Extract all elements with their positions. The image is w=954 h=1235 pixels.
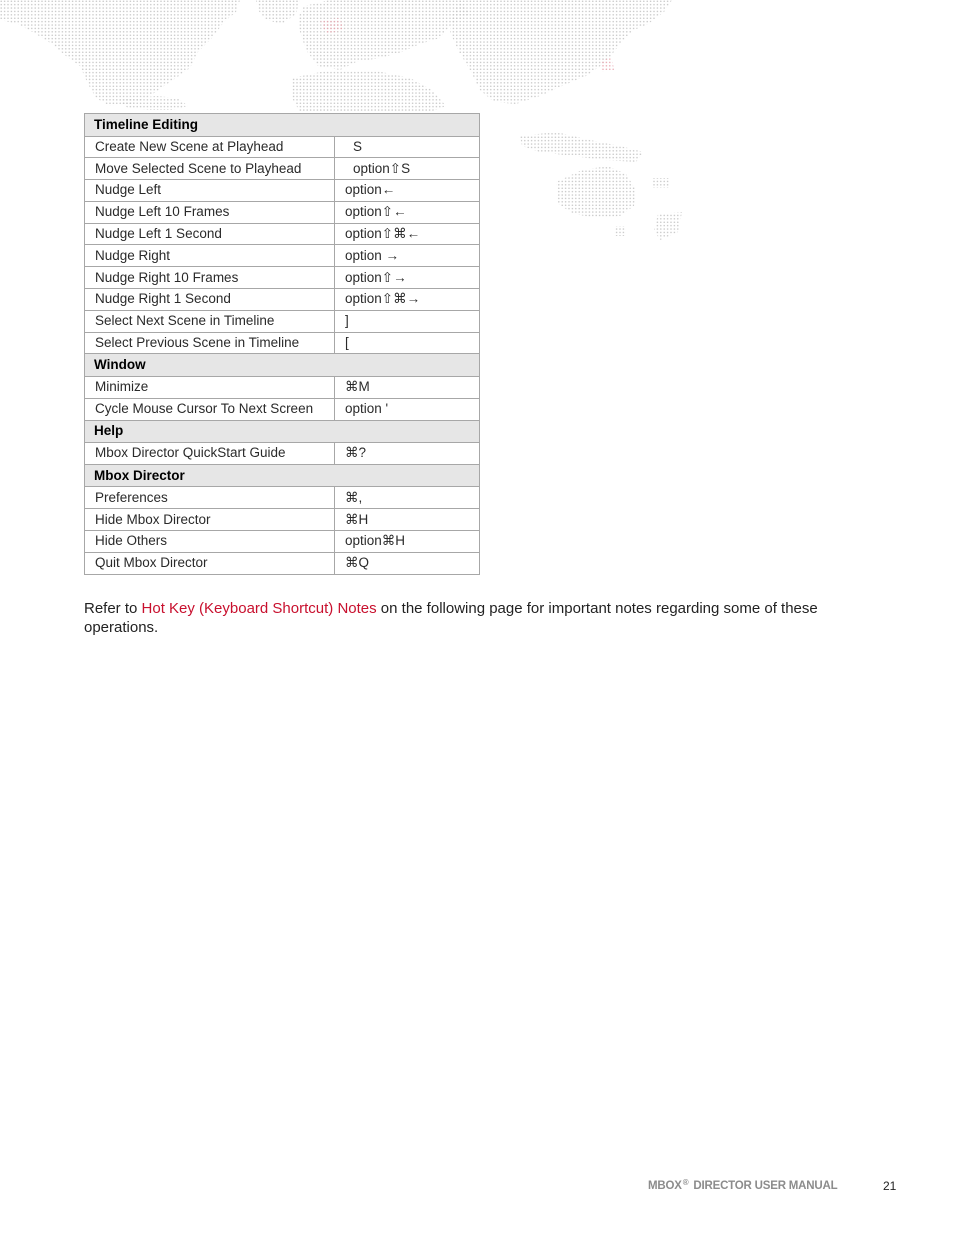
shortcut-cell: option⌘H — [335, 530, 480, 552]
section-title: Timeline Editing — [94, 116, 199, 132]
shortcut-cell: ⌘, — [335, 487, 480, 509]
action-cell: Move Selected Scene to Playhead — [85, 158, 335, 180]
action-cell: Preferences — [85, 487, 335, 509]
shortcut-cell: ⌘M — [335, 376, 480, 398]
table-row — [85, 267, 480, 289]
table-row — [85, 332, 480, 354]
shortcut-cell: option⇧⌘← — [335, 223, 480, 245]
table-row — [85, 530, 480, 552]
table-row — [85, 180, 480, 202]
action-cell: Hide Mbox Director — [85, 509, 335, 531]
action-cell: Nudge Left 10 Frames — [85, 201, 335, 223]
table-row — [85, 509, 480, 531]
table-row — [85, 443, 480, 465]
section-header-help — [85, 420, 480, 443]
keyboard-shortcut-table — [84, 113, 480, 575]
shortcut-cell: [ — [335, 332, 480, 354]
action-cell: Minimize — [85, 376, 335, 398]
action-cell: Nudge Right 1 Second — [85, 289, 335, 311]
section-title: Help — [94, 423, 124, 439]
action-cell: Nudge Left 1 Second — [85, 223, 335, 245]
table-row — [85, 223, 480, 245]
shortcut-cell: ⌘Q — [335, 552, 480, 574]
table-row — [85, 136, 480, 158]
shortcut-cell: option← — [335, 180, 480, 202]
shortcut-cell — [335, 136, 480, 158]
shortcut-cell: option ' — [335, 398, 480, 420]
shortcut-cell: option⇧⌘→ — [335, 289, 480, 311]
action-cell: Nudge Right 10 Frames — [85, 267, 335, 289]
table-row — [85, 289, 480, 311]
footer-brand: MBOX — [648, 1180, 682, 1192]
section-title: Window — [94, 357, 146, 373]
shortcut-keys: option⇧S — [353, 160, 411, 176]
table-row — [85, 398, 480, 420]
table-row — [85, 376, 480, 398]
shortcut-keys: S — [353, 138, 363, 154]
note-text-before: Refer to — [84, 600, 142, 617]
action-cell: Select Next Scene in Timeline — [85, 310, 335, 332]
table-row — [85, 487, 480, 509]
hot-key-notes-link[interactable]: Hot Key (Keyboard Shortcut) Notes — [141, 600, 377, 617]
action-cell: Cycle Mouse Cursor To Next Screen — [85, 398, 335, 420]
page-number: 21 — [883, 1179, 897, 1193]
section-header-window — [85, 354, 480, 377]
action-cell: Quit Mbox Director — [85, 552, 335, 574]
action-cell: Create New Scene at Playhead — [85, 136, 335, 158]
shortcut-cell — [335, 158, 480, 180]
section-title: Mbox Director — [94, 467, 185, 483]
footer-manual-title — [648, 1178, 837, 1192]
table-row — [85, 245, 480, 267]
shortcut-cell: ⌘H — [335, 509, 480, 531]
registered-mark: ® — [682, 1178, 689, 1187]
footer-title-text: DIRECTOR USER MANUAL — [690, 1180, 838, 1192]
action-cell: Select Previous Scene in Timeline — [85, 332, 335, 354]
table-row — [85, 310, 480, 332]
action-cell: Nudge Right — [85, 245, 335, 267]
reference-note — [84, 600, 874, 637]
shortcut-cell: option → — [335, 245, 480, 267]
shortcut-cell: ⌘? — [335, 443, 480, 465]
action-cell: Mbox Director QuickStart Guide — [85, 443, 335, 465]
shortcut-cell: option⇧← — [335, 201, 480, 223]
action-cell: Hide Others — [85, 530, 335, 552]
shortcut-cell: option⇧→ — [335, 267, 480, 289]
section-header-timeline-editing — [85, 114, 480, 137]
table-row — [85, 201, 480, 223]
table-row — [85, 158, 480, 180]
shortcut-cell: ] — [335, 310, 480, 332]
table-row — [85, 552, 480, 574]
section-header-mbox-director — [85, 464, 480, 487]
action-cell: Nudge Left — [85, 180, 335, 202]
note-text-after: on the following page for important notes regarding some of these operations. — [84, 600, 818, 636]
